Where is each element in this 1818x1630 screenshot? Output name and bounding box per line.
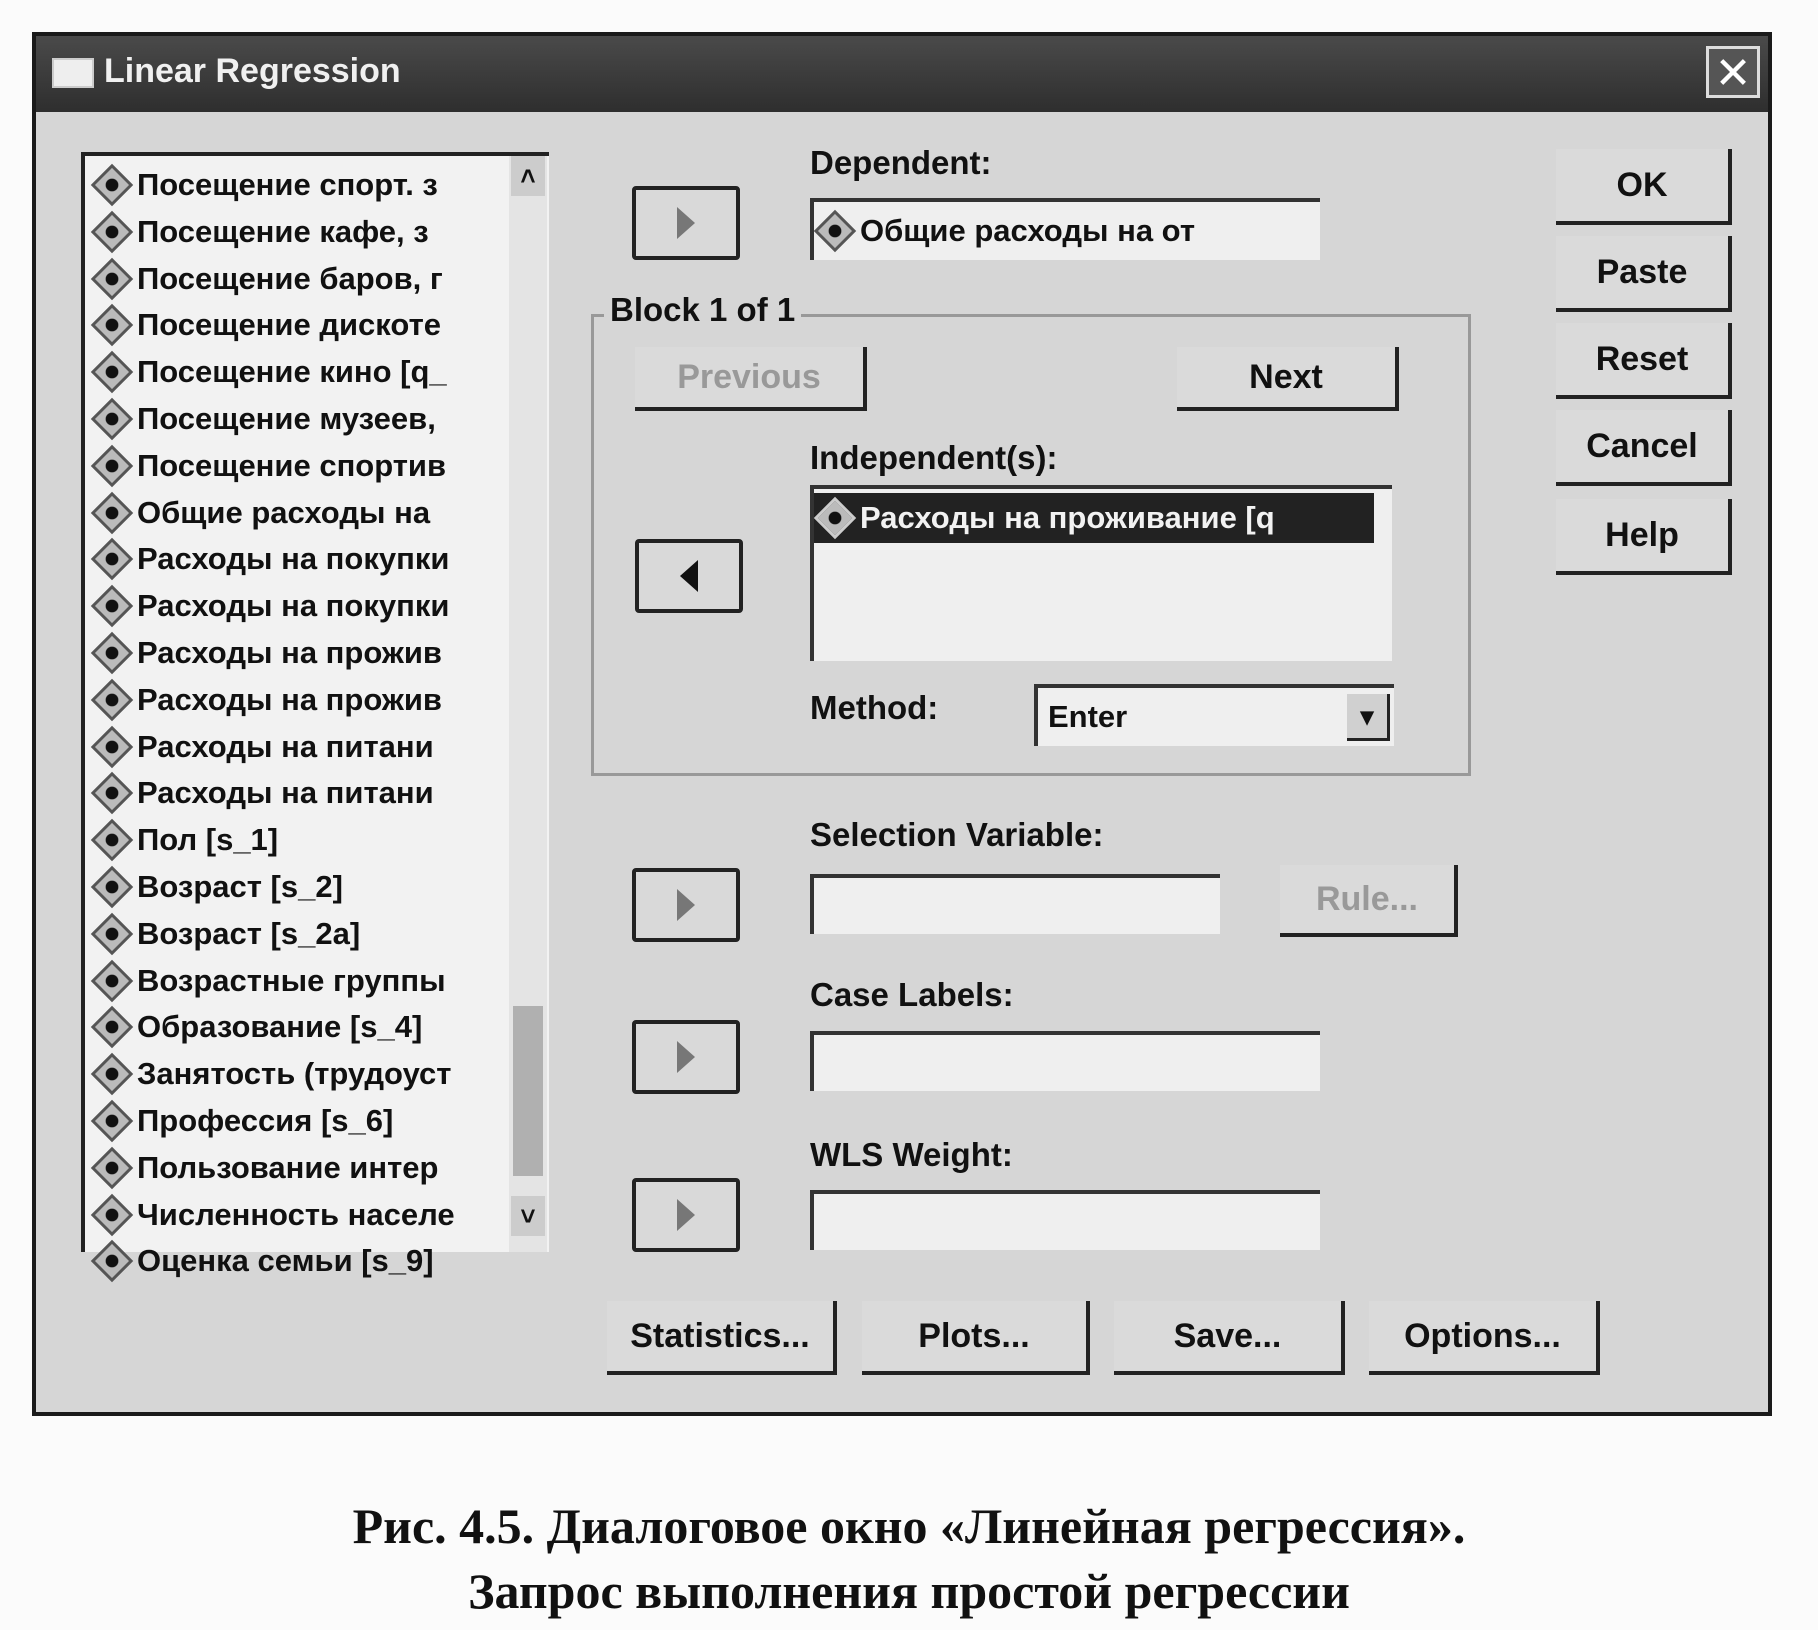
method-select[interactable]: [1034, 684, 1394, 746]
scale-variable-icon: [91, 164, 133, 206]
variable-list-item[interactable]: [91, 817, 511, 863]
rule-button[interactable]: Rule...: [1280, 865, 1458, 937]
variable-list-item-label: Расходы на покупки: [137, 588, 450, 624]
ok-button[interactable]: OK: [1556, 149, 1732, 225]
close-button[interactable]: ✕: [1706, 46, 1760, 98]
dependent-value: Общие расходы на от: [860, 213, 1196, 248]
variable-list-item[interactable]: [91, 490, 511, 536]
variable-list-item[interactable]: [91, 583, 511, 629]
variable-list-item-label: Расходы на прожив: [137, 635, 442, 670]
variable-list-item-label: Расходы на питани: [137, 728, 434, 764]
independent-item[interactable]: [814, 493, 1374, 543]
variable-list-item[interactable]: [91, 677, 511, 723]
independent-item-label: Расходы на проживание [q: [860, 500, 1275, 535]
variable-list-item-label: Пол [s_1]: [137, 822, 279, 858]
variable-list-item-label: Расходы на прожив: [137, 681, 442, 717]
scale-variable-icon: [814, 210, 856, 252]
independents-list[interactable]: [810, 485, 1392, 661]
variable-list-item[interactable]: [91, 911, 511, 957]
title-bar[interactable]: [36, 36, 1768, 112]
variable-list-item[interactable]: [91, 630, 511, 676]
scale-variable-icon: [91, 538, 133, 580]
case-labels-field[interactable]: [810, 1031, 1320, 1091]
dependent-label: Dependent:: [810, 144, 992, 181]
variable-list-item[interactable]: [91, 302, 511, 348]
scale-variable-icon: [91, 445, 133, 487]
move-to-wls-button[interactable]: [632, 1178, 740, 1252]
variable-list-item-label: Посещение кафе, з: [137, 213, 429, 249]
scale-variable-icon: [91, 1006, 133, 1048]
variable-list-item-label: Пользование интер: [137, 1149, 439, 1185]
scale-variable-icon: [91, 819, 133, 861]
scale-variable-icon: [91, 1240, 133, 1282]
linear-regression-dialog: [32, 32, 1772, 1416]
scroll-down-button[interactable]: ˅: [511, 1196, 545, 1236]
cancel-button[interactable]: Cancel: [1556, 410, 1732, 486]
variable-list-item-label: Возраст [s_2a]: [137, 915, 361, 951]
variable-list-item[interactable]: [91, 1004, 511, 1050]
variable-list-item[interactable]: [91, 256, 511, 302]
variable-list[interactable]: [81, 152, 549, 1279]
help-button[interactable]: Help: [1556, 499, 1732, 575]
figure-number: Рис. 4.5.: [352, 1498, 535, 1554]
scale-variable-icon: [91, 913, 133, 955]
variable-list-item-label: Посещение дискоте: [137, 307, 441, 343]
scale-variable-icon: [814, 497, 856, 539]
arrow-right-icon: [677, 1041, 695, 1073]
variable-list-item-label: Занятость (трудоуст: [137, 1056, 452, 1092]
variable-list-item[interactable]: [91, 443, 511, 489]
window-icon: [52, 58, 94, 88]
scale-variable-icon: [91, 398, 133, 440]
next-button[interactable]: Next: [1177, 347, 1399, 411]
move-to-selection-button[interactable]: [632, 868, 740, 942]
case-labels-label: Case Labels:: [810, 976, 1014, 1013]
selection-variable-field[interactable]: [810, 874, 1220, 934]
wls-weight-field[interactable]: [810, 1190, 1320, 1250]
arrow-left-icon: [680, 560, 698, 592]
variable-list-item-label: Численность населе: [137, 1196, 455, 1232]
scale-variable-icon: [91, 1193, 133, 1235]
chevron-down-icon[interactable]: ▾: [1347, 694, 1390, 741]
scale-variable-icon: [91, 1100, 133, 1142]
wls-weight-label: WLS Weight:: [810, 1136, 1013, 1173]
scale-variable-icon: [91, 725, 133, 767]
window-title: Linear Regression: [104, 52, 401, 90]
arrow-right-icon: [677, 1199, 695, 1231]
block-group: [591, 291, 1471, 776]
scale-variable-icon: [91, 491, 133, 533]
variable-list-item[interactable]: [91, 1145, 511, 1191]
variable-list-item[interactable]: [91, 396, 511, 442]
variable-list-item-label: Возрастные группы: [137, 962, 446, 998]
block-label: Block 1 of 1: [604, 291, 801, 329]
variable-list-item[interactable]: [91, 209, 511, 255]
scale-variable-icon: [91, 304, 133, 346]
selection-variable-label: Selection Variable:: [810, 816, 1104, 853]
variable-list-item-label: Посещение баров, г: [137, 260, 443, 296]
variable-list-item-label: Посещение спорт. з: [137, 167, 438, 202]
method-label: Method:: [810, 689, 939, 726]
scale-variable-icon: [91, 679, 133, 721]
figure-caption-line1: [0, 1497, 1818, 1555]
variable-list-item[interactable]: [91, 724, 511, 770]
paste-button[interactable]: Paste: [1556, 236, 1732, 312]
variable-list-item-label: Расходы на покупки: [137, 541, 450, 577]
scrollbar-thumb[interactable]: [513, 1006, 543, 1176]
variable-list-item-label: Профессия [s_6]: [137, 1103, 394, 1138]
variable-list-item-label: Посещение спортив: [137, 447, 447, 483]
variable-list-item[interactable]: [91, 536, 511, 582]
move-to-dependent-button[interactable]: [632, 186, 740, 260]
dependent-field[interactable]: [810, 198, 1320, 260]
scale-variable-icon: [91, 585, 133, 627]
variable-list-item-label: Оценка семьи [s_9]: [137, 1243, 434, 1279]
scale-variable-icon: [91, 959, 133, 1001]
variable-list-item-label: Общие расходы на: [137, 494, 431, 530]
independents-label: Independent(s):: [810, 439, 1058, 476]
arrow-right-icon: [677, 207, 695, 239]
previous-button[interactable]: Previous: [635, 347, 867, 411]
plots-button[interactable]: Plots...: [862, 1301, 1090, 1375]
method-value: Enter: [1048, 699, 1128, 734]
variable-list-item-label: Посещение музеев,: [137, 401, 436, 436]
scale-variable-icon: [91, 257, 133, 299]
scale-variable-icon: [91, 1147, 133, 1189]
variable-list-item-label: Возраст [s_2]: [137, 869, 343, 904]
variable-list-item[interactable]: [91, 162, 511, 208]
save-button[interactable]: Save...: [1114, 1301, 1345, 1375]
variable-list-item-label: Посещение кино [q_: [137, 354, 447, 390]
variable-list-item-label: Расходы на питани: [137, 775, 434, 811]
scale-variable-icon: [91, 866, 133, 908]
figure-title: Диалоговое окно «Линейная регрессия».: [534, 1498, 1466, 1554]
scale-variable-icon: [91, 772, 133, 814]
variable-list-item[interactable]: [91, 1238, 511, 1284]
variable-list-item[interactable]: [91, 958, 511, 1004]
variable-list-item[interactable]: [91, 864, 511, 910]
reset-button[interactable]: Reset: [1556, 323, 1732, 399]
arrow-right-icon: [677, 889, 695, 921]
scale-variable-icon: [91, 351, 133, 393]
move-from-independents-button[interactable]: [635, 539, 743, 613]
options-button[interactable]: Options...: [1369, 1301, 1600, 1375]
scale-variable-icon: [91, 211, 133, 253]
scale-variable-icon: [91, 632, 133, 674]
scroll-up-button[interactable]: ˄: [511, 156, 545, 196]
scale-variable-icon: [91, 1053, 133, 1095]
variable-list-item-label: Образование [s_4]: [137, 1009, 423, 1045]
variable-list-item[interactable]: [91, 349, 511, 395]
statistics-button[interactable]: Statistics...: [607, 1301, 837, 1375]
variable-list-item[interactable]: [91, 1051, 511, 1097]
variable-list-item[interactable]: [91, 1098, 511, 1144]
move-to-case-labels-button[interactable]: [632, 1020, 740, 1094]
figure-caption-line2: Запрос выполнения простой регрессии: [468, 1563, 1350, 1619]
list-scrollbar[interactable]: [509, 156, 547, 1252]
variable-list-item[interactable]: [91, 770, 511, 816]
variable-list-item[interactable]: [91, 1192, 511, 1238]
